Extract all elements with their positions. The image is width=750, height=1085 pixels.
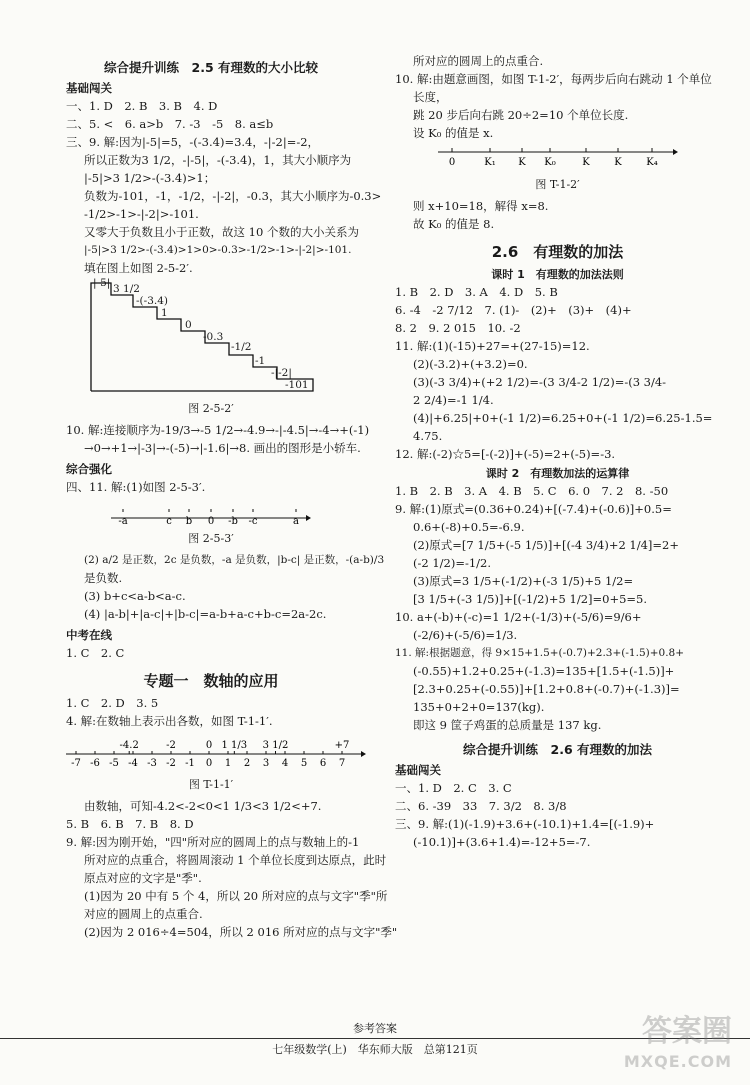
answer-line: 10. 解:连接顺序为-19/3→-5 1/2→-4.9→-|-4.5|→-4→+(-1) [66,423,370,437]
answer-line: 是负数. [84,571,123,585]
number-line-label: a [293,516,299,527]
figure-caption: 图 T-1-2′ [535,178,580,191]
number-line-point-label: 3 1/2 [262,740,289,751]
number-line-tick-label: -2 [166,758,176,769]
answer-line: 又零大于负数且小于正数，故这 10 个数的大小关系为 [84,225,359,239]
stair-label: 0 [185,319,192,331]
answer-line: 12. 解:(-2)☆5=[-(-2)]+(-5)=2+(-5)=-3. [395,447,616,461]
number-line-label: K₄ [645,157,658,168]
answer-line: (-2 1/2)=-1/2. [413,556,492,570]
number-line-label: c [166,516,172,527]
exam-label: 中考在线 [66,628,112,642]
watermark-url: MXQE.COM [623,1052,732,1071]
stair-label: -(-3.4) [136,295,168,307]
number-line-tick-label: 5 [300,758,308,769]
answer-line: 4.75. [413,429,443,443]
answer-line: (1)因为 20 中有 5 个 4，所以 20 所对应的点与文字"季"所 [84,889,388,903]
answer-line: (2)因为 2 016÷4=504，所以 2 016 所对应的点与文字"季" [84,925,398,939]
watermark-logo [623,1014,732,1077]
answer-line: (2) a/2 是正数，2c 是负数，-a 是负数，|b-c| 是正数，-(a-b)/3 [84,554,385,566]
number-line-t11 [66,734,366,772]
answer-line: (2)原式=[7 1/5+(-5 1/5)]+[(-4 3/4)+2 1/4]=2+ [413,538,680,552]
right-column [395,52,720,852]
answer-line: 1. B 2. B 3. A 4. B 5. C 6. 0 7. 2 8. -50 [395,484,669,498]
strong-label: 综合强化 [66,462,112,476]
answer-line: 11. 解:根据题意，得 9×15+1.5+(-0.7)+2.3+(-1.5)+0.8+ [395,647,685,659]
answer-line: 即这 9 筐子鸡蛋的总质量是 137 kg. [413,718,602,732]
answer-line: 三、9. 解:因为|-5|=5，-(-3.4)=3.4，-|-2|=-2， [66,135,320,149]
answer-line: 跳 20 步后向右跳 20÷2=10 个单位长度. [413,108,629,122]
number-line-svg [111,500,311,526]
answer-line: 所以正数为3 1/2，-|-5|，-(-3.4)，1，其大小顺序为 [84,153,352,167]
answer-line: 所对应的圆周上的点重合. [413,54,544,68]
answer-line: 1. C 2. C [66,646,125,660]
stair-label: -1 [255,355,266,367]
number-line-point-label: 1 1/3 [221,740,248,751]
number-line-label: -c [248,516,258,527]
number-line-tick-label: 2 [243,758,251,769]
answer-line: 二、5. < 6. a>b 7. -3 -5 8. a≤b [66,117,274,131]
answer-line: -1/2>-1>-|-2|>-101. [84,207,199,221]
chapter-title: 2.6 有理数的加法 [491,243,624,261]
number-line-point-label: -2 [166,740,176,751]
answer-line: 9. 解:(1)原式=(0.36+0.24)+[(-7.4)+(-0.6)]+0.5= [395,502,672,516]
answer-line: 二、6. -39 33 7. 3/2 8. 3/8 [395,799,567,813]
answer-line: 10. 解:由题意画图，如图 T-1-2′，每两步后向右跳动 1 个单位 [395,72,712,86]
lesson-title: 课时 2 有理数加法的运算律 [485,467,630,480]
answer-line: 则 x+10=18，解得 x=8. [413,199,549,213]
answer-line: 0.6+(-8)+0.5=-6.9. [413,520,525,534]
answer-line: (-0.55)+1.2+0.25+(-1.3)=135+[1.5+(-1.5)]+ [413,664,675,678]
number-line-label: -b [228,516,238,527]
answer-line: 四、11. 解:(1)如图 2-5-3′. [66,480,206,494]
answer-line: 135+0+2+0=137(kg). [413,700,545,714]
number-line-tick-label: 0 [205,758,213,769]
number-line-tick-label: 6 [319,758,327,769]
answer-line: 11. 解:(1)(-15)+27=+(27-15)=12. [395,339,590,353]
number-line-abc [111,500,311,526]
answer-line: (-10.1)]+(3.6+1.4)=-12+5=-7. [413,835,591,849]
answer-line: (-2/6)+(-5/6)=1/3. [413,628,518,642]
number-line-point-label: -4.2 [119,740,139,751]
answer-line: (4) |a-b|+|a-c|+|b-c|=a-b+a-c+b-c=2a-2c. [84,607,327,621]
number-line-point-label: 0 [205,740,213,751]
number-line-point-label: +7 [334,740,350,751]
stair-label: -0.3 [203,331,224,343]
number-line-tick-label: -3 [147,758,157,769]
number-line-label: -a [118,516,128,527]
number-line-tick-label: 4 [281,758,289,769]
left-column [66,52,398,942]
answer-line: (3)原式=3 1/5+(-1/2)+(-3 1/5)+5 1/2= [413,574,634,588]
answer-line: 负数为-101，-1，-1/2，-|-2|，-0.3，其大小顺序为-0.3> [84,189,382,203]
number-line-tick-label: -1 [185,758,195,769]
answer-line: 长度， [413,90,448,104]
answer-line: 故 K₀ 的值是 8. [413,217,495,231]
answer-line: (3) b+c<a-b<a-c. [84,589,186,603]
answer-line: 三、9. 解:(1)(-1.9)+3.6+(-10.1)+1.4=[(-1.9)+ [395,817,655,831]
answer-line: 一、1. D 2. C 3. C [395,781,512,795]
answer-line: 5. B 6. B 7. B 8. D [66,817,194,831]
answer-line: 由数轴，可知-4.2<-2<0<1 1/3<3 1/2<+7. [84,799,322,813]
answer-line: 2 2/4)=-1 1/4. [413,393,494,407]
stair-label: -101 [285,379,309,391]
figure-caption: 图 2-5-3′ [188,532,234,545]
lesson-title: 课时 1 有理数的加法法则 [491,268,624,281]
answer-line: 1. B 2. D 3. A 4. D 5. B [395,285,558,299]
answer-line: 一、1. D 2. B 3. B 4. D [66,99,218,113]
figure-caption: 图 T-1-1′ [188,778,234,791]
section-title: 综合提升训练 2.5 有理数的大小比较 [104,60,318,75]
answer-line: [2.3+0.25+(-0.55)]+[1.2+0.8+(-0.7)+(-1.3)]= [413,682,680,696]
answer-line: 所对应的点重合，将圆周滚动 1 个单位长度到达原点，此时 [84,853,387,867]
number-line-label: K₀ [543,157,556,168]
number-line-label: b [185,516,193,527]
basic-label: 基础闯关 [66,81,112,95]
stair-label: 1 [161,307,168,319]
section-title: 综合提升训练 2.6 有理数的加法 [463,742,652,757]
watermark-text: 答案圈 [642,1014,732,1049]
number-line-k [438,146,678,172]
number-line-label: K [581,157,590,168]
footer-page-info: 七年级数学(上) 华东师大版 总第121页 [0,1038,750,1057]
answer-line: 设 K₀ 的值是 x. [413,126,494,140]
answer-line: 10. a+(-b)+(-c)=1 1/2+(-1/3)+(-5/6)=9/6+ [395,610,642,624]
stair-label: |-5| [93,277,111,289]
figure-caption: 图 2-5-2′ [188,402,234,415]
footer-title: 参考答案 [353,1022,397,1035]
number-line-label: K [517,157,526,168]
number-line-tick-label: -6 [90,758,100,769]
answer-line: 1. C 2. D 3. 5 [66,696,159,710]
number-line-tick-label: 1 [224,758,232,769]
answer-line: |-5|>3 1/2>-(-3.4)>1； [84,171,216,185]
number-line-svg [66,734,366,772]
number-line-tick-label: 3 [262,758,270,769]
answer-line: |-5|>3 1/2>-(-3.4)>1>0>-0.3>-1/2>-1>-|-2|>-101. [84,244,352,256]
basic-label: 基础闯关 [395,763,441,777]
stair-label: 3 1/2 [113,283,140,295]
answer-line: (2)(-3.2)+(+3.2)=0. [413,357,528,371]
stair-label: -|-2| [271,367,292,379]
answer-line: 4. 解:在数轴上表示出各数，如图 T-1-1′. [66,714,273,728]
number-line-tick-label: -4 [128,758,138,769]
staircase-figure [91,277,331,396]
answer-line: 填在图上如图 2-5-2′. [84,261,193,275]
answer-line: 8. 2 9. 2 015 10. -2 [395,321,521,335]
answer-line: 9. 解:因为刚开始，"四"所对应的圆周上的点与数轴上的-1 [66,835,360,849]
number-line-label: 0 [207,516,215,527]
number-line-tick-label: -5 [109,758,119,769]
number-line-label: K₁ [483,157,496,168]
stair-label: -1/2 [231,341,252,353]
answer-line: 原点对应的文字是"季". [84,871,202,885]
number-line-label: 0 [448,157,455,168]
answer-line: (4)|+6.25|+0+(-1 1/2)=6.25+0+(-1 1/2)=6.25-1.5= [413,411,713,425]
answer-line: [3 1/5+(-3 1/5)]+[(-1/2)+5 1/2]=0+5=5. [413,592,648,606]
answer-line: (3)(-3 3/4)+(+2 1/2)=-(3 3/4-2 1/2)=-(3 3/4- [413,375,667,389]
answer-line: 对应的圆周上的点重合. [84,907,203,921]
answer-line: 6. -4 -2 7/12 7. (1)- (2)+ (3)+ (4)+ [395,303,632,317]
number-line-tick-label: -7 [71,758,81,769]
number-line-label: K [613,157,622,168]
special-title: 专题一 数轴的应用 [143,672,279,690]
number-line-svg [438,146,678,172]
number-line-tick-label: 7 [338,758,346,769]
answer-line: →0→+1→|-3|→-(-5)→|-1.6|→8. 画出的图形是小轿车. [84,441,361,455]
